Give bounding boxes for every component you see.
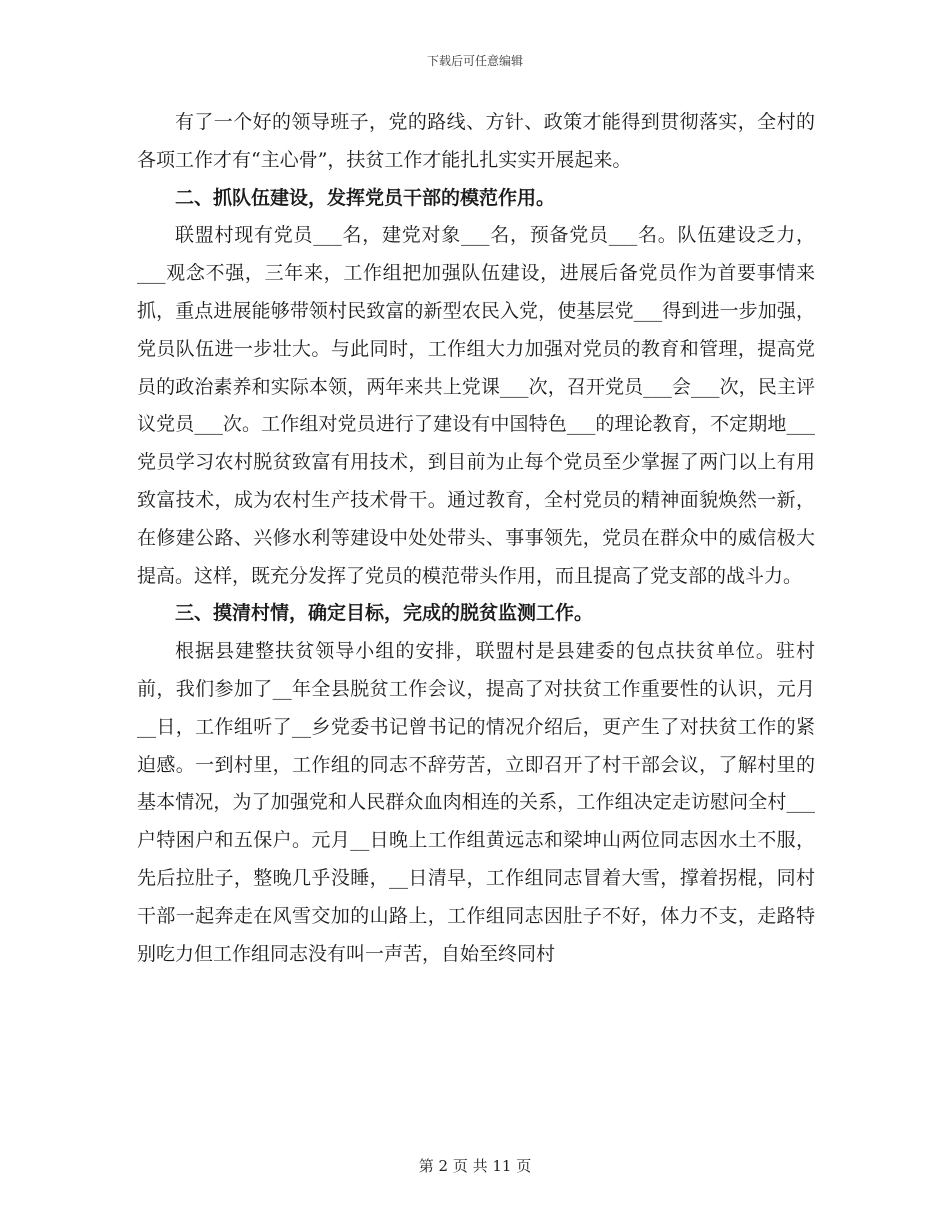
paragraph-poverty-work: 根据县建整扶贫领导小组的安排，联盟村是县建委的包点扶贫单位。驻村前，我们参加了__年全县脱贫工作会议，提高了对扶贫工作重要性的认识，元月__日，工作组听了__乡党委书记曾书记的情况介绍后，更产生了对扶贫工作的紧迫感。一到村里，工作组的同志不辞劳苦，立即召开了村干部会议，了解村里的基本情况，为了加强党和人民群众血肉相连的关系，工作组决定走访慰问全村___户特困户和五保户。元月__日晚上工作组黄远志和梁坤山两位同志因水土不服，先后拉肚子，整晚几乎没睡，__日清早，工作组同志冒着大雪，撑着拐棍，同村干部一起奔走在风雪交加的山路上，工作组同志因肚子不好，体力不支，走路特别吃力但工作组同志没有叫一声苦，自始至终同村 <box>137 640 815 965</box>
page-footer: 第 2 页 共 11 页 <box>418 1157 532 1175</box>
section-heading-team-building: 二、抓队伍建设，发挥党员干部的模范作用。 <box>175 186 556 209</box>
page-header: 下载后可任意编辑 <box>426 54 523 68</box>
section-heading-village-survey: 三、摸清村情，确定目标，完成的脱贫监测工作。 <box>175 602 594 625</box>
paragraph-party-members: 联盟村现有党员___名，建党对象___名，预备党员___名。队伍建设乏力，___观念不强，三年来，工作组把加强队伍建设，进展后备党员作为首要事情来抓，重点进展能够带领村民致富的新型农民入党，使基层党___得到进一步加强，党员队伍进一步壮大。与此同时，工作组大力加强对党员的教育和管理，提高党员的政治素养和实际本领，两年来共上党课___次，召开党员___会___次，民主评议党员___次。工作组对党员进行了建设有中国特色___的理论教育，不定期地___党员学习农村脱贫致富有用技术，到目前为止每个党员至少掌握了两门以上有用致富技术，成为农村生产技术骨干。通过教育，全村党员的精神面貌焕然一新，在修建公路、兴修水利等建设中处处带头、事事领先，党员在群众中的威信极大提高。这样，既充分发挥了党员的模范带头作用，而且提高了党支部的战斗力。 <box>137 224 815 587</box>
document-body <box>137 104 815 973</box>
paragraph-leadership: 有了一个好的领导班子，党的路线、方针、政策才能得到贯彻落实，全村的各项工作才有“主心骨”，扶贫工作才能扎扎实实开展起来。 <box>137 111 815 171</box>
